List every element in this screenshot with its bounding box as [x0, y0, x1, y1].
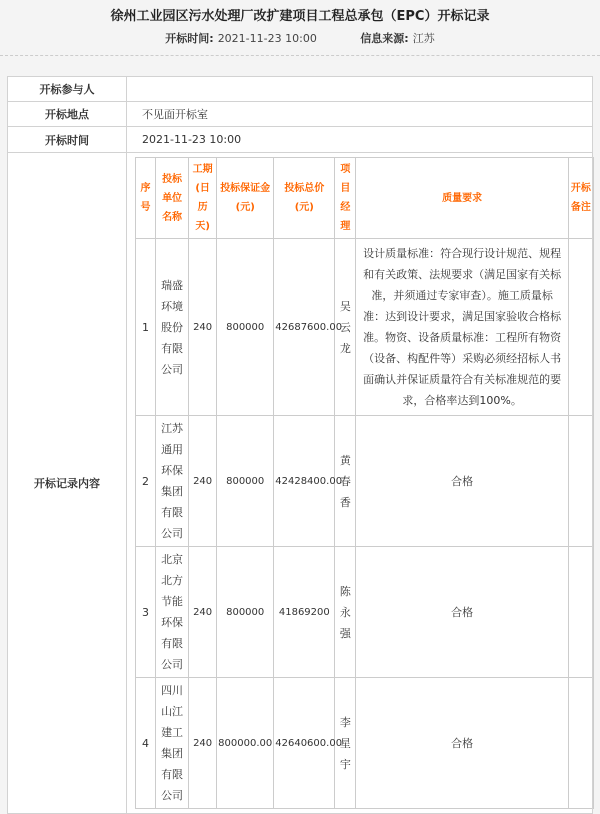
quality-requirement-cell: 设计质量标准：符合现行设计规范、规程和有关政策、法规要求（满足国家有关标准，并须通过专家审查）。施工质量标准：达到设计要求，满足国家验收合格标准。物资、设备质量标准：工程所有物资（设备、构配件等）采购必须经招标人书面确认并保证质量符合有关标准规范的要求，合格率达到100%。	[356, 239, 568, 416]
project-manager-cell: 黄春香	[335, 416, 356, 547]
location-value: 不见面开标室	[127, 102, 593, 127]
duration-cell: 240	[189, 547, 217, 678]
col-header-duration: 工期(日历天)	[189, 158, 217, 239]
col-header-bidder-name: 投标单位名称	[156, 158, 189, 239]
bidder-name-cell: 瑞盛环境股份有限公司	[156, 239, 189, 416]
participants-label: 开标参与人	[8, 77, 127, 102]
table-row	[136, 678, 594, 809]
time-label: 开标时间	[8, 127, 127, 153]
total-price-cell: 42428400.00	[274, 416, 335, 547]
col-header-total-price: 投标总价(元)	[274, 158, 335, 239]
table-row	[8, 102, 593, 127]
duration-cell: 240	[189, 416, 217, 547]
content-area	[0, 56, 600, 814]
table-row	[136, 239, 594, 416]
quality-requirement-cell: 合格	[356, 678, 568, 809]
serial-cell: 3	[136, 547, 156, 678]
serial-cell: 2	[136, 416, 156, 547]
serial-cell: 4	[136, 678, 156, 809]
quality-requirement-cell: 合格	[356, 416, 568, 547]
total-price-cell: 42687600.00	[274, 239, 335, 416]
remark-cell	[568, 416, 593, 547]
remark-cell	[568, 239, 593, 416]
page-meta	[0, 32, 600, 45]
page-title: 徐州工业园区污水处理厂改扩建项目工程总承包（EPC）开标记录	[110, 9, 490, 24]
record-table-header-row	[136, 158, 594, 239]
col-header-remark: 开标备注	[568, 158, 593, 239]
record-content-label: 开标记录内容	[8, 153, 127, 814]
deposit-cell: 800000	[217, 416, 274, 547]
duration-cell: 240	[189, 678, 217, 809]
project-manager-cell: 李星宇	[335, 678, 356, 809]
col-header-quality: 质量要求	[356, 158, 568, 239]
participants-value	[127, 77, 593, 102]
meta-source-value: 江苏	[412, 32, 435, 45]
deposit-cell: 800000	[217, 239, 274, 416]
bid-record-table	[135, 157, 594, 809]
meta-open-time-label: 开标时间:	[165, 32, 214, 45]
time-value: 2021-11-23 10:00	[127, 127, 593, 153]
remark-cell	[568, 547, 593, 678]
table-row	[136, 547, 594, 678]
page-header	[0, 0, 600, 56]
total-price-cell: 42640600.00	[274, 678, 335, 809]
table-row	[8, 77, 593, 102]
table-row	[136, 416, 594, 547]
duration-cell: 240	[189, 239, 217, 416]
meta-open-time-value: 2021-11-23 10:00	[217, 32, 317, 45]
deposit-cell: 800000	[217, 547, 274, 678]
serial-cell: 1	[136, 239, 156, 416]
total-price-cell: 41869200	[274, 547, 335, 678]
quality-requirement-cell: 合格	[356, 547, 568, 678]
col-header-serial: 序号	[136, 158, 156, 239]
meta-source-label: 信息来源:	[360, 32, 409, 45]
bid-opening-info-table	[7, 76, 593, 814]
bidder-name-cell: 四川山江建工集团有限公司	[156, 678, 189, 809]
meta-source	[360, 32, 434, 45]
project-manager-cell: 陈永强	[335, 547, 356, 678]
deposit-cell: 800000.00	[217, 678, 274, 809]
meta-open-time	[165, 32, 317, 45]
project-manager-cell: 吴云龙	[335, 239, 356, 416]
record-content-row	[8, 153, 593, 814]
bidder-name-cell: 江苏通用环保集团有限公司	[156, 416, 189, 547]
table-row	[8, 127, 593, 153]
col-header-project-manager: 项目经理	[335, 158, 356, 239]
bidder-name-cell: 北京北方节能环保有限公司	[156, 547, 189, 678]
col-header-deposit: 投标保证金(元)	[217, 158, 274, 239]
remark-cell	[568, 678, 593, 809]
location-label: 开标地点	[8, 102, 127, 127]
record-content-cell	[127, 153, 593, 814]
